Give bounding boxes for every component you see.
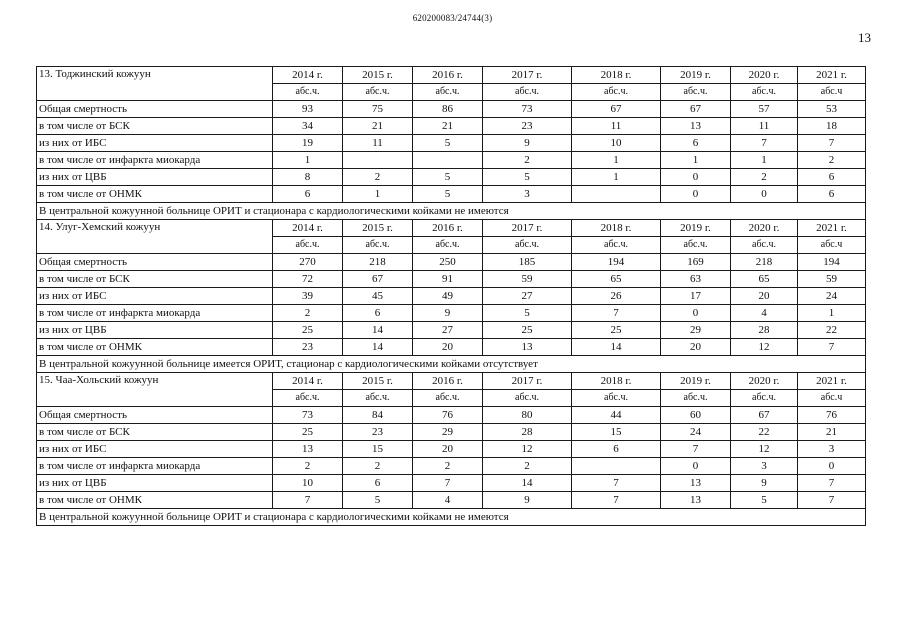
- table-row: [37, 305, 866, 322]
- table-row: [37, 339, 866, 356]
- value-cell: 7: [572, 492, 661, 509]
- value-cell: 7: [731, 135, 798, 152]
- value-cell: 5: [413, 169, 483, 186]
- section-header-row: [37, 373, 866, 390]
- year-header: 2017 г.: [483, 67, 572, 84]
- value-cell: 53: [798, 101, 866, 118]
- value-cell: 73: [483, 101, 572, 118]
- value-cell: 13: [661, 475, 731, 492]
- year-header: 2020 г.: [731, 67, 798, 84]
- value-cell: 6: [273, 186, 343, 203]
- value-cell: 91: [413, 271, 483, 288]
- year-header: 2017 г.: [483, 220, 572, 237]
- value-cell: 18: [798, 118, 866, 135]
- section-note-row: [37, 356, 866, 373]
- value-cell: 4: [413, 492, 483, 509]
- value-cell: 22: [798, 322, 866, 339]
- value-cell: 6: [798, 186, 866, 203]
- value-cell: 25: [483, 322, 572, 339]
- value-cell: 20: [413, 441, 483, 458]
- unit-header: абс.ч.: [343, 237, 413, 254]
- value-cell: 75: [343, 101, 413, 118]
- year-header: 2017 г.: [483, 373, 572, 390]
- value-cell: 7: [661, 441, 731, 458]
- year-header: 2020 г.: [731, 220, 798, 237]
- section-title: 15. Чаа-Хольский кожуун: [37, 373, 273, 407]
- unit-header: абс.ч.: [731, 390, 798, 407]
- value-cell: 60: [661, 407, 731, 424]
- value-cell: 194: [572, 254, 661, 271]
- unit-header: абс.ч.: [413, 390, 483, 407]
- value-cell: 194: [798, 254, 866, 271]
- value-cell: 7: [413, 475, 483, 492]
- unit-header: абс.ч.: [413, 84, 483, 101]
- value-cell: 2: [343, 169, 413, 186]
- value-cell: [572, 458, 661, 475]
- section-header-row: [37, 67, 866, 84]
- unit-header: абс.ч.: [572, 390, 661, 407]
- value-cell: 2: [273, 458, 343, 475]
- value-cell: 2: [483, 458, 572, 475]
- unit-header: абс.ч.: [572, 237, 661, 254]
- value-cell: 1: [572, 169, 661, 186]
- value-cell: 21: [413, 118, 483, 135]
- table-row: [37, 186, 866, 203]
- value-cell: 25: [572, 322, 661, 339]
- value-cell: 8: [273, 169, 343, 186]
- value-cell: 86: [413, 101, 483, 118]
- year-header: 2014 г.: [273, 220, 343, 237]
- value-cell: 0: [661, 186, 731, 203]
- value-cell: 9: [413, 305, 483, 322]
- unit-header: абс.ч.: [572, 84, 661, 101]
- value-cell: 2: [343, 458, 413, 475]
- value-cell: 25: [273, 424, 343, 441]
- value-cell: 6: [343, 475, 413, 492]
- section-note-row: [37, 203, 866, 220]
- value-cell: 14: [343, 322, 413, 339]
- table-row: [37, 407, 866, 424]
- value-cell: 21: [343, 118, 413, 135]
- value-cell: 7: [572, 305, 661, 322]
- unit-header: абс.ч.: [483, 390, 572, 407]
- row-label: из них от ЦВБ: [37, 169, 273, 186]
- section-note: В центральной кожуунной больнице ОРИТ и стационара с кардиологическими койками не имеются: [37, 509, 866, 526]
- value-cell: 14: [483, 475, 572, 492]
- table-row: [37, 101, 866, 118]
- table-row: [37, 169, 866, 186]
- value-cell: 80: [483, 407, 572, 424]
- value-cell: 65: [731, 271, 798, 288]
- value-cell: 59: [798, 271, 866, 288]
- table-row: [37, 322, 866, 339]
- value-cell: 3: [731, 458, 798, 475]
- value-cell: 65: [572, 271, 661, 288]
- value-cell: 5: [343, 492, 413, 509]
- document-id: 620200083/24744(3): [412, 13, 493, 23]
- value-cell: 12: [731, 339, 798, 356]
- table-row: [37, 254, 866, 271]
- section-title: 13. Тоджинский кожуун: [37, 67, 273, 101]
- table-row: [37, 475, 866, 492]
- value-cell: 0: [661, 458, 731, 475]
- row-label: Общая смертность: [37, 254, 273, 271]
- year-header: 2014 г.: [273, 67, 343, 84]
- table-row: [37, 152, 866, 169]
- year-header: 2018 г.: [572, 67, 661, 84]
- row-label: в том числе от ОНМК: [37, 492, 273, 509]
- value-cell: 0: [661, 305, 731, 322]
- year-header: 2015 г.: [343, 220, 413, 237]
- value-cell: 15: [572, 424, 661, 441]
- row-label: Общая смертность: [37, 101, 273, 118]
- unit-header: абс.ч.: [343, 84, 413, 101]
- value-cell: 45: [343, 288, 413, 305]
- year-header: 2016 г.: [413, 220, 483, 237]
- row-label: из них от ИБС: [37, 135, 273, 152]
- value-cell: 63: [661, 271, 731, 288]
- value-cell: 14: [343, 339, 413, 356]
- value-cell: 218: [731, 254, 798, 271]
- unit-header: абс.ч.: [483, 84, 572, 101]
- value-cell: 67: [343, 271, 413, 288]
- value-cell: 5: [483, 169, 572, 186]
- unit-header: абс.ч.: [343, 390, 413, 407]
- year-header: 2021 г.: [798, 67, 866, 84]
- year-header: 2021 г.: [798, 220, 866, 237]
- table-row: [37, 288, 866, 305]
- value-cell: 27: [413, 322, 483, 339]
- year-header: 2018 г.: [572, 220, 661, 237]
- value-cell: 59: [483, 271, 572, 288]
- row-label: из них от ИБС: [37, 288, 273, 305]
- value-cell: 2: [483, 152, 572, 169]
- table-row: [37, 118, 866, 135]
- value-cell: 93: [273, 101, 343, 118]
- year-header: 2015 г.: [343, 373, 413, 390]
- unit-header: абс.ч: [798, 390, 866, 407]
- value-cell: 13: [661, 118, 731, 135]
- row-label: из них от ИБС: [37, 441, 273, 458]
- value-cell: 14: [572, 339, 661, 356]
- unit-header: абс.ч.: [483, 237, 572, 254]
- unit-header: абс.ч.: [731, 237, 798, 254]
- section-header-row: [37, 220, 866, 237]
- year-header: 2016 г.: [413, 373, 483, 390]
- value-cell: 5: [413, 135, 483, 152]
- value-cell: 5: [483, 305, 572, 322]
- value-cell: 21: [798, 424, 866, 441]
- year-header: 2019 г.: [661, 67, 731, 84]
- year-header: 2018 г.: [572, 373, 661, 390]
- section-note: В центральной кожуунной больнице имеется ОРИТ, стационар с кардиологическими койками отсутствует: [37, 356, 866, 373]
- row-label: в том числе от БСК: [37, 424, 273, 441]
- value-cell: 169: [661, 254, 731, 271]
- value-cell: 5: [731, 492, 798, 509]
- value-cell: 17: [661, 288, 731, 305]
- year-header: 2016 г.: [413, 67, 483, 84]
- value-cell: [413, 152, 483, 169]
- year-header: 2020 г.: [731, 373, 798, 390]
- value-cell: 28: [483, 424, 572, 441]
- unit-header: абс.ч.: [661, 390, 731, 407]
- value-cell: 0: [798, 458, 866, 475]
- unit-header: абс.ч: [798, 84, 866, 101]
- row-label: из них от ЦВБ: [37, 475, 273, 492]
- table-row: [37, 271, 866, 288]
- value-cell: 76: [413, 407, 483, 424]
- value-cell: 7: [798, 339, 866, 356]
- unit-header: абс.ч.: [273, 237, 343, 254]
- value-cell: 27: [483, 288, 572, 305]
- value-cell: 57: [731, 101, 798, 118]
- value-cell: 10: [273, 475, 343, 492]
- value-cell: 23: [343, 424, 413, 441]
- value-cell: 76: [798, 407, 866, 424]
- value-cell: 67: [731, 407, 798, 424]
- value-cell: 34: [273, 118, 343, 135]
- table-body: [37, 67, 866, 526]
- page-number: 13: [858, 30, 871, 45]
- table-row: [37, 492, 866, 509]
- value-cell: [572, 186, 661, 203]
- value-cell: 24: [798, 288, 866, 305]
- row-label: из них от ЦВБ: [37, 322, 273, 339]
- year-header: 2021 г.: [798, 373, 866, 390]
- value-cell: 13: [273, 441, 343, 458]
- value-cell: 2: [798, 152, 866, 169]
- value-cell: 185: [483, 254, 572, 271]
- value-cell: 0: [661, 169, 731, 186]
- row-label: в том числе от инфаркта миокарда: [37, 305, 273, 322]
- unit-header: абс.ч.: [661, 84, 731, 101]
- value-cell: 250: [413, 254, 483, 271]
- value-cell: 26: [572, 288, 661, 305]
- unit-header: абс.ч.: [661, 237, 731, 254]
- value-cell: 13: [483, 339, 572, 356]
- value-cell: 2: [273, 305, 343, 322]
- value-cell: 10: [572, 135, 661, 152]
- row-label: в том числе от инфаркта миокарда: [37, 152, 273, 169]
- value-cell: 20: [413, 339, 483, 356]
- value-cell: 39: [273, 288, 343, 305]
- value-cell: 1: [731, 152, 798, 169]
- year-header: 2014 г.: [273, 373, 343, 390]
- value-cell: 7: [798, 492, 866, 509]
- value-cell: 7: [273, 492, 343, 509]
- value-cell: 1: [343, 186, 413, 203]
- value-cell: 29: [661, 322, 731, 339]
- section-note: В центральной кожуунной больнице ОРИТ и стационара с кардиологическими койками не имеются: [37, 203, 866, 220]
- value-cell: 25: [273, 322, 343, 339]
- value-cell: 73: [273, 407, 343, 424]
- row-label: в том числе от БСК: [37, 271, 273, 288]
- unit-header: абс.ч: [798, 237, 866, 254]
- year-header: 2019 г.: [661, 220, 731, 237]
- value-cell: 9: [483, 135, 572, 152]
- table-row: [37, 135, 866, 152]
- value-cell: 11: [343, 135, 413, 152]
- unit-header: абс.ч.: [273, 390, 343, 407]
- row-label: в том числе от ОНМК: [37, 339, 273, 356]
- value-cell: 28: [731, 322, 798, 339]
- value-cell: 6: [798, 169, 866, 186]
- value-cell: 7: [798, 475, 866, 492]
- value-cell: 23: [483, 118, 572, 135]
- value-cell: 4: [731, 305, 798, 322]
- value-cell: 67: [572, 101, 661, 118]
- section-note-row: [37, 509, 866, 526]
- value-cell: 29: [413, 424, 483, 441]
- value-cell: 13: [661, 492, 731, 509]
- value-cell: 1: [798, 305, 866, 322]
- table-row: [37, 424, 866, 441]
- value-cell: 2: [413, 458, 483, 475]
- section-title: 14. Улуг-Хемский кожуун: [37, 220, 273, 254]
- value-cell: 72: [273, 271, 343, 288]
- value-cell: 6: [343, 305, 413, 322]
- mortality-table: [36, 66, 866, 526]
- value-cell: 20: [731, 288, 798, 305]
- value-cell: 44: [572, 407, 661, 424]
- row-label: Общая смертность: [37, 407, 273, 424]
- value-cell: 218: [343, 254, 413, 271]
- unit-header: абс.ч.: [273, 84, 343, 101]
- value-cell: 67: [661, 101, 731, 118]
- value-cell: 12: [731, 441, 798, 458]
- value-cell: 11: [731, 118, 798, 135]
- value-cell: 49: [413, 288, 483, 305]
- value-cell: 19: [273, 135, 343, 152]
- table-row: [37, 458, 866, 475]
- unit-header: абс.ч.: [731, 84, 798, 101]
- value-cell: 84: [343, 407, 413, 424]
- row-label: в том числе от инфаркта миокарда: [37, 458, 273, 475]
- row-label: в том числе от ОНМК: [37, 186, 273, 203]
- value-cell: 22: [731, 424, 798, 441]
- year-header: 2015 г.: [343, 67, 413, 84]
- value-cell: 7: [572, 475, 661, 492]
- value-cell: 23: [273, 339, 343, 356]
- value-cell: 15: [343, 441, 413, 458]
- value-cell: 3: [798, 441, 866, 458]
- value-cell: [343, 152, 413, 169]
- value-cell: 12: [483, 441, 572, 458]
- row-label: в том числе от БСК: [37, 118, 273, 135]
- value-cell: 20: [661, 339, 731, 356]
- year-header: 2019 г.: [661, 373, 731, 390]
- unit-header: абс.ч.: [413, 237, 483, 254]
- value-cell: 270: [273, 254, 343, 271]
- value-cell: 1: [572, 152, 661, 169]
- value-cell: 7: [798, 135, 866, 152]
- value-cell: 3: [483, 186, 572, 203]
- value-cell: 24: [661, 424, 731, 441]
- value-cell: 0: [731, 186, 798, 203]
- value-cell: 2: [731, 169, 798, 186]
- value-cell: 11: [572, 118, 661, 135]
- value-cell: 6: [661, 135, 731, 152]
- value-cell: 1: [273, 152, 343, 169]
- table-row: [37, 441, 866, 458]
- value-cell: 9: [483, 492, 572, 509]
- value-cell: 6: [572, 441, 661, 458]
- value-cell: 9: [731, 475, 798, 492]
- value-cell: 5: [413, 186, 483, 203]
- value-cell: 1: [661, 152, 731, 169]
